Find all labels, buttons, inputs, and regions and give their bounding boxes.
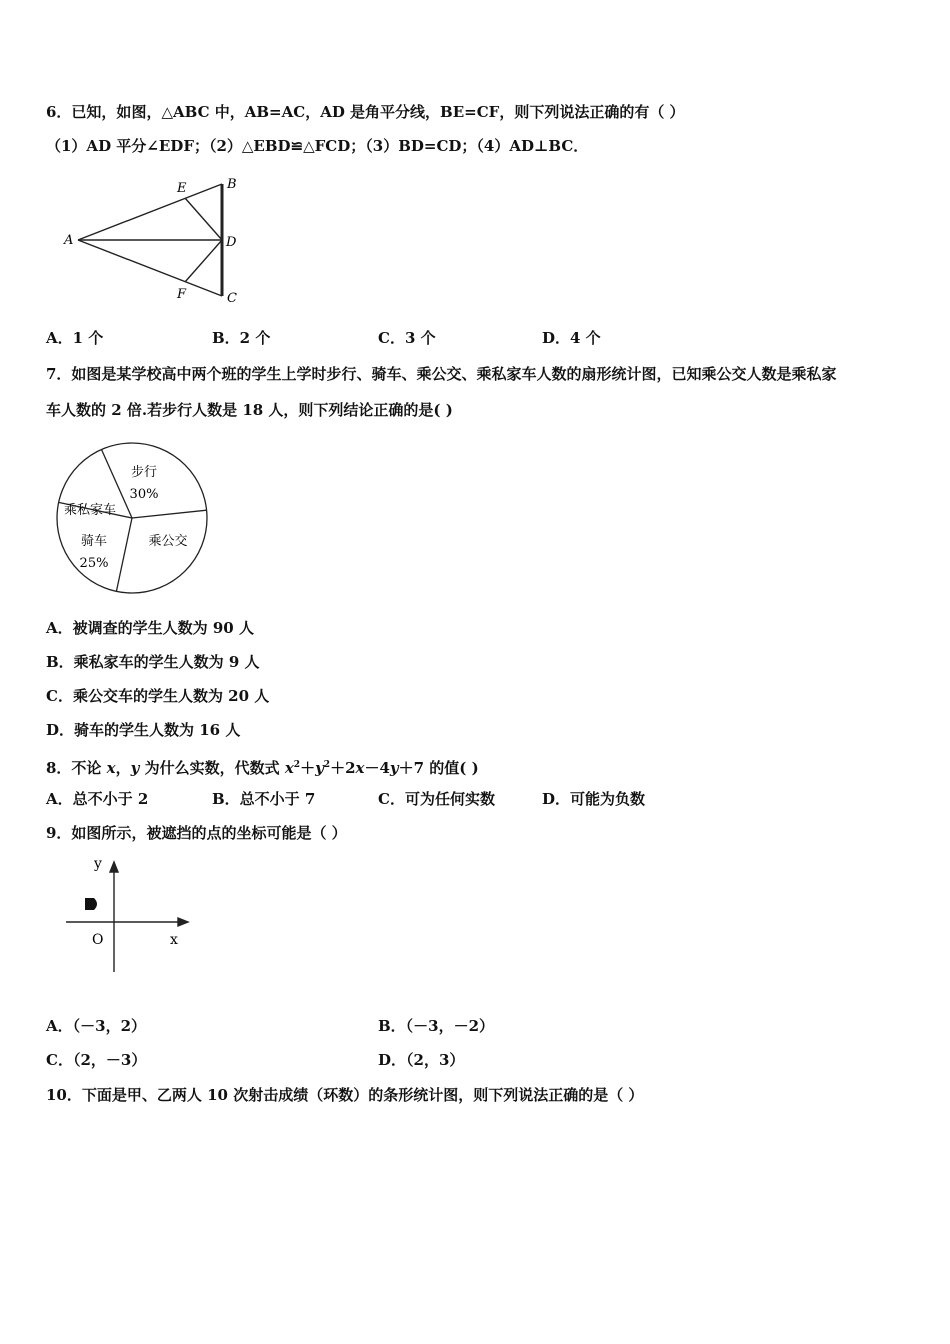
q8-ex-y2: y: [389, 759, 399, 777]
q8-var-x: x: [106, 759, 116, 777]
q8-ex-x2: x: [355, 759, 365, 777]
label-E: E: [177, 181, 187, 196]
q8-ex-minus: －4: [364, 759, 390, 777]
q6-option-b[interactable]: B．2 个: [212, 329, 271, 347]
q6-option-a[interactable]: A．1 个: [46, 329, 104, 347]
q6-stem: 6．已知，如图，△ABC 中，AB=AC，AD 是角平分线，BE=CF，则下列说法正确的有（ ）: [46, 103, 685, 121]
q9-coordinate-figure: [60, 852, 200, 982]
q6-option-c[interactable]: C．3 个: [378, 329, 436, 347]
q8-option-b[interactable]: B．总不小于 7: [212, 790, 316, 808]
slice-label-car: 乘私家车: [63, 503, 117, 518]
q7-pie-chart: [54, 440, 214, 600]
blob-icon: [85, 898, 97, 910]
origin-label: O: [92, 932, 104, 948]
q8-sep: ，: [115, 759, 131, 777]
pie-slice-boundary-1: [132, 510, 207, 518]
q8-option-c[interactable]: C．可为任何实数: [378, 790, 495, 808]
q9-option-c[interactable]: C．（2，－3）: [46, 1051, 147, 1069]
q8-num: 8．不论: [46, 759, 102, 777]
q9-option-b[interactable]: B．（－3，－2）: [378, 1017, 495, 1035]
label-D: D: [226, 235, 237, 250]
label-C: C: [227, 291, 237, 306]
q8-ex-sq1: 2: [293, 760, 301, 770]
q8-ex-y: y: [315, 759, 324, 777]
q9-stem: 9．如图所示，被遮挡的点的坐标可能是（ ）: [46, 824, 347, 842]
x-axis-arrow-icon: [178, 918, 188, 926]
q8-var-y: y: [130, 759, 140, 777]
q8-stem: [46, 755, 479, 778]
q10-stem: 10．下面是甲、乙两人 10 次射击成绩（环数）的条形统计图，则下列说法正确的是（ ）: [46, 1086, 644, 1104]
q8-ex-plus: ＋: [300, 759, 316, 777]
q6-option-d[interactable]: D．4 个: [542, 329, 601, 347]
slice-value-bike: 25%: [79, 556, 109, 571]
slice-value-walk: 30%: [129, 487, 159, 502]
q7-option-a[interactable]: A．被调查的学生人数为 90 人: [46, 619, 254, 637]
pie-slice-boundary-2: [116, 518, 132, 591]
q6-statements: （1）AD 平分∠EDF；（2）△EBD≌△FCD；（3）BD=CD；（4）AD⊥BC．: [46, 137, 589, 155]
q7-option-b[interactable]: B．乘私家车的学生人数为 9 人: [46, 653, 260, 671]
q7-option-d[interactable]: D．骑车的学生人数为 16 人: [46, 721, 241, 739]
q8-ex-x: x: [284, 759, 294, 777]
slice-label-bus: 乘公交: [148, 534, 188, 549]
slice-label-walk: 步行: [130, 465, 158, 480]
label-B: B: [227, 177, 237, 192]
q9-option-d[interactable]: D．（2，3）: [378, 1051, 465, 1069]
q8-option-d[interactable]: D．可能为负数: [542, 790, 646, 808]
q8-ex-rest2: ＋7 的值( ): [398, 759, 479, 777]
q7-stem-line1: 7．如图是某学校高中两个班的学生上学时步行、骑车、乘公交、乘私家车人数的扇形统计图，已知乘公交人数是乘私家: [46, 365, 837, 383]
q8-ex-sq2: 2: [323, 760, 331, 770]
q8-mid: 为什么实数，代数式: [144, 759, 280, 777]
q7-option-c[interactable]: C．乘公交车的学生人数为 20 人: [46, 687, 270, 705]
axis-y-label: y: [94, 856, 102, 872]
slice-label-bike: 骑车: [80, 534, 108, 549]
label-F: F: [177, 287, 187, 302]
q9-option-a[interactable]: A．（－3，2）: [46, 1017, 147, 1035]
axis-x-label: x: [170, 932, 178, 948]
q8-option-a[interactable]: A．总不小于 2: [46, 790, 149, 808]
q8-ex-rest1: ＋2: [330, 759, 356, 777]
label-A: A: [64, 233, 74, 248]
q7-stem-line2: 车人数的 2 倍.若步行人数是 18 人，则下列结论正确的是( ): [46, 401, 453, 419]
q6-triangle-figure: [60, 172, 260, 312]
y-axis-arrow-icon: [110, 862, 118, 872]
